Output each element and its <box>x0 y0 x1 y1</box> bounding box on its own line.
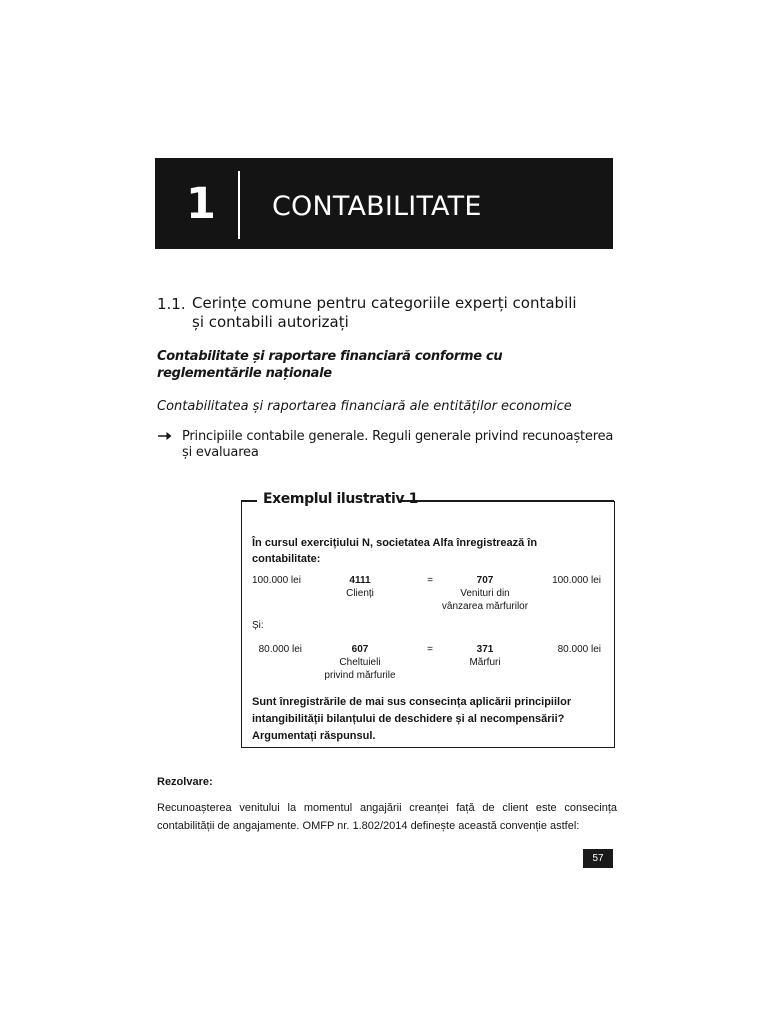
chapter-number: 1 <box>186 179 216 229</box>
entry1-credit-amount: 100.000 lei <box>552 575 601 586</box>
resolution-text: Recunoașterea venitului la momentul angajării creanței față de client este consecința contabilității de angajamente. OMFP nr. 1.802/2014 definește această convenție astfel: <box>157 802 617 832</box>
example-title: Exemplul ilustrativ 1 <box>263 491 418 507</box>
entry1-credit-name-line2: vânzarea mărfurilor <box>441 601 529 612</box>
entry2-debit-account: 607 <box>351 644 369 655</box>
page-number: 57 <box>583 849 613 868</box>
entry2-debit-amount: 80.000 lei <box>258 644 302 655</box>
example-intro: În cursul exercițiului N, societatea Alfa înregistrează în contabilitate: <box>252 537 538 565</box>
subheading-bold: Contabilitate și raportare financiară conforme cu reglementările naționale <box>157 349 503 381</box>
entry1-equals-sign: = <box>427 575 433 586</box>
entry2-debit-name-line2: privind mărfurile <box>324 670 396 681</box>
bullet-text <box>182 429 622 461</box>
entries-connector: Și: <box>252 620 264 631</box>
section-title-line1: Cerințe comune pentru categoriile experți contabili <box>192 294 577 312</box>
section-title-line2: și contabili autorizați <box>192 313 349 331</box>
bullet-line2: și evaluarea <box>182 445 259 460</box>
entry1-credit-name-line1: Venituri din <box>460 588 510 599</box>
example-question: Sunt înregistrările de mai sus consecința aplicării principiilor intangibilității bilanțului de deschidere și al necompensării? Argumentați răspunsul. <box>252 696 572 742</box>
entry1-debit-account: 4111 <box>349 575 371 586</box>
entry1-debit-name: Clienți <box>346 588 374 599</box>
chapter-divider <box>238 171 240 239</box>
entry2-debit-name-line1: Cheltuieli <box>339 657 381 668</box>
example-box-top-right <box>400 500 614 502</box>
section-title <box>192 294 612 332</box>
entry1-credit-account: 707 <box>476 575 494 586</box>
section-number: 1.1. <box>157 295 186 313</box>
arrow-right-icon <box>157 429 173 448</box>
entry1-debit-amount: 100.000 lei <box>252 575 301 586</box>
example-box-top-left <box>241 500 257 502</box>
subheading-italic: Contabilitatea și raportarea financiară ale entităților economice <box>157 399 572 414</box>
entry2-credit-name: Mărfuri <box>469 657 501 668</box>
bullet-line1: Principiile contabile generale. Reguli generale privind recunoașterea <box>182 429 614 444</box>
entry2-credit-account: 371 <box>476 644 494 655</box>
resolution-label: Rezolvare: <box>157 776 213 788</box>
chapter-title: CONTABILITATE <box>272 191 482 222</box>
entry2-equals-sign: = <box>427 644 433 655</box>
entry2-credit-amount: 80.000 lei <box>557 644 601 655</box>
